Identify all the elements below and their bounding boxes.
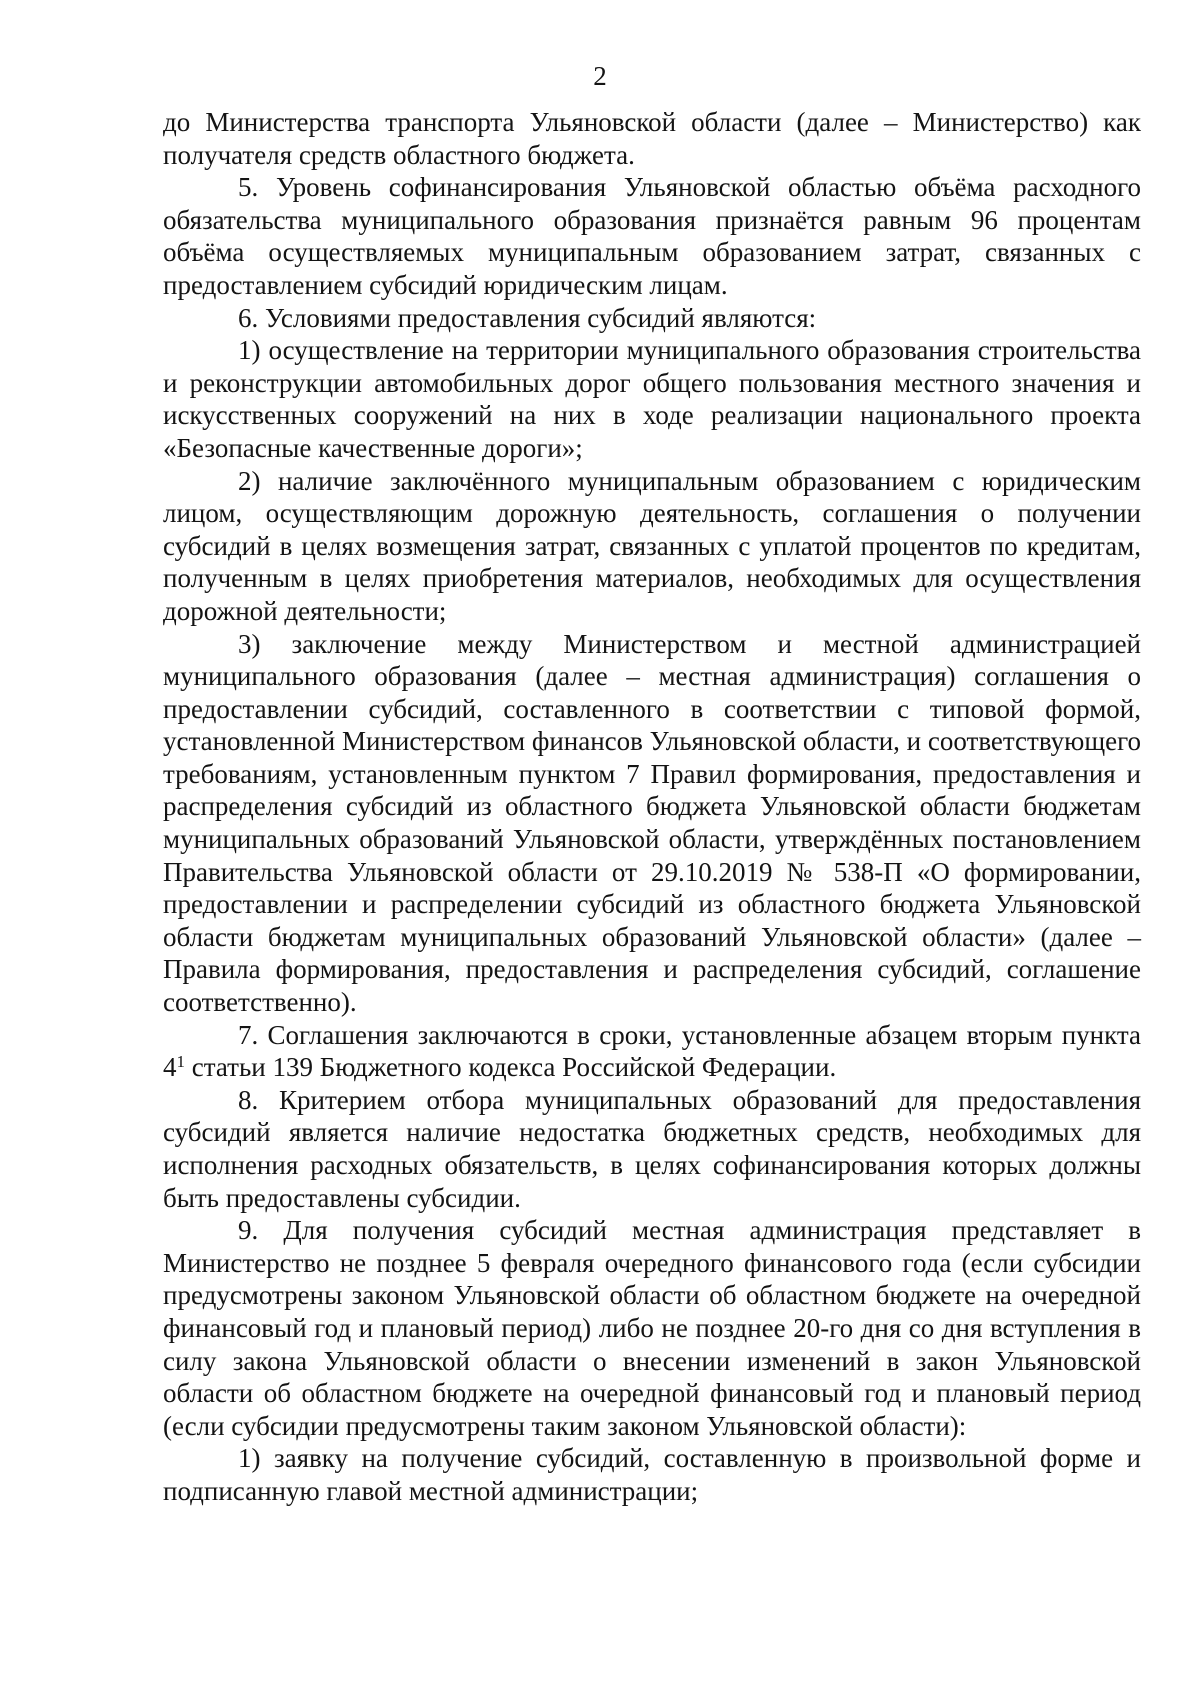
paragraph-item-7 — [163, 1019, 1141, 1084]
paragraph-item-7-text-end: статьи 139 Бюджетного кодекса Российской Федерации. — [185, 1052, 837, 1083]
paragraph-item-5: 5. Уровень софинансирования Ульяновской областью объёма расходного обязательства муниципального образования признаётся равным 96 процентам объёма осуществляемых муниципальным образованием затрат, связанных с предоставлением субсидий юридическим лицам. — [163, 172, 1141, 300]
paragraph-continuation: до Министерства транспорта Ульяновской области (далее – Министерство) как получателя средств областного бюджета. — [163, 107, 1141, 170]
paragraph-item-7-text-start: 7. Соглашения заключаются в сроки, установленные абзацем вторым пункта 4 — [163, 1019, 1141, 1083]
paragraph-item-9: 9. Для получения субсидий местная администрация представляет в Министерство не позднее 5 февраля очередного финансового года (если субсидии предусмотрены законом Ульяновской области об областном бюджете на очередной финансовый год и плановый период) либо не позднее 20-го дня со дня вступления в силу закона Ульяновской области о внесении изменений в закон Ульяновской области об областном бюджете на очередной финансовый год и плановый период (если субсидии предусмотрены таким законом Ульяновской области): — [163, 1215, 1141, 1441]
subitem-9-1: 1) заявку на получение субсидий, составленную в произвольной форме и подписанную главой местной администрации; — [163, 1443, 1141, 1506]
subitem-6-2: 2) наличие заключённого муниципальным образованием с юридическим лицом, осуществляющим дорожную деятельность, соглашения о получении субсидий в целях возмещения затрат, связанных с уплатой процентов по кредитам, полученным в целях приобретения материалов, необходимых для осуществления дорожной деятельности; — [163, 465, 1141, 626]
document-body — [163, 106, 1141, 1508]
paragraph-item-8: 8. Критерием отбора муниципальных образований для предоставления субсидий является наличие недостатка бюджетных средств, необходимых для исполнения расходных обязательств, в целях софинансирования которых должны быть предоставлены субсидии. — [163, 1084, 1141, 1213]
superscript-marker: 1 — [176, 1052, 185, 1072]
subitem-6-1: 1) осуществление на территории муниципального образования строительства и реконструкции автомобильных дорог общего пользования местного значения и искусственных сооружений на них в ходе реализации национального проекта «Безопасные качественные дороги»; — [163, 335, 1141, 463]
page-number: 2 — [593, 61, 607, 91]
subitem-6-3: 3) заключение между Министерством и местной администрацией муниципального образования (далее – местная администрация) соглашения о предоставлении субсидий, составленного в соответствии с типовой формой, установленной Министерством финансов Ульяновской области, и соответствующего требованиям, установленным пунктом 7 Правил формирования, предоставления и распределения субсидий из областного бюджета Ульяновской области бюджетам муниципальных образований Ульяновской области, утверждённых постановлением Правительства Ульяновской области от 29.10.2019 № 538-П «О формировании, предоставлении и распределении субсидий из областного бюджета Ульяновской области бюджетам муниципальных образований Ульяновской области» (далее – Правила формирования, предоставления и распределения субсидий, соглашение соответственно). — [163, 628, 1141, 1018]
paragraph-item-6: 6. Условиями предоставления субсидий являются: — [238, 302, 817, 333]
